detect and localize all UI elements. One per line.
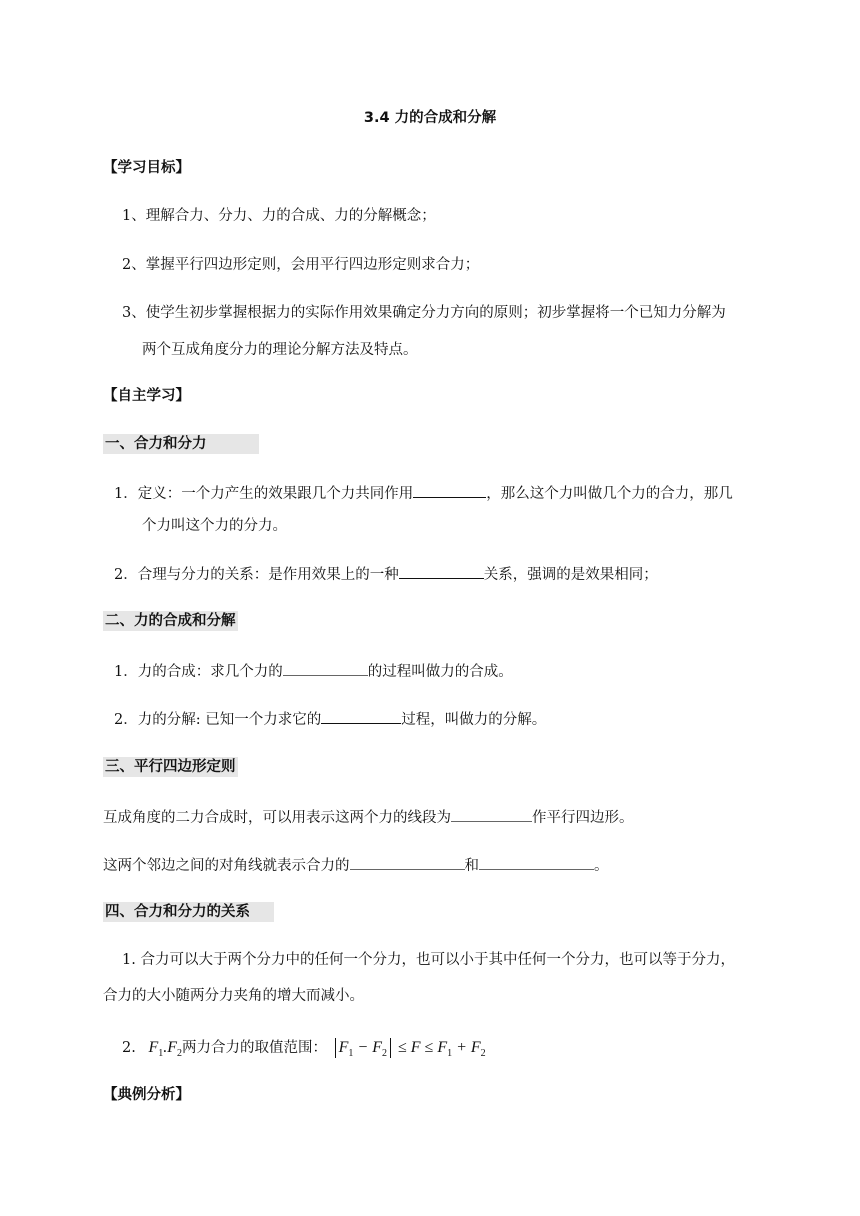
section-3-line-1 bbox=[103, 806, 634, 828]
section-3-line-2-text-c: 。 bbox=[594, 858, 609, 874]
self-study-heading: 【自主学习】 bbox=[103, 387, 190, 404]
examples-heading: 【典例分析】 bbox=[103, 1086, 190, 1103]
section-2-item-2-text-a: 2．力的分解: 已知一个力求它的 bbox=[114, 712, 322, 728]
section-4-item-2-number: 2. bbox=[122, 1040, 136, 1056]
section-4-item-1-continued: 合力的大小随两分力夹角的增大而减小。 bbox=[103, 988, 364, 1004]
objectives-heading: 【学习目标】 bbox=[103, 159, 190, 176]
section-1-item-1-text-a: 1．定义：一个力产生的效果跟几个力共同作用 bbox=[114, 486, 414, 502]
section-4-item-2-text: 两力合力的取值范围： bbox=[182, 1040, 328, 1056]
page-title: 3.4 力的合成和分解 bbox=[363, 110, 497, 126]
section-1-item-2-text-b: 关系，强调的是效果相同； bbox=[483, 567, 658, 583]
section-3-line-2-text-b: 和 bbox=[464, 858, 479, 874]
section-1-item-2 bbox=[114, 563, 658, 585]
fill-in-blank[interactable] bbox=[283, 660, 368, 676]
section-4-item-2 bbox=[122, 1036, 486, 1066]
fill-in-blank[interactable] bbox=[350, 854, 465, 870]
section-1-item-2-text-a: 2．合理与分力的关系：是作用效果上的一种 bbox=[114, 567, 399, 583]
section-2-item-1-text-a: 1．力的合成：求几个力的 bbox=[114, 664, 283, 680]
section-4-heading-text: 四、合力和分力的关系 bbox=[103, 902, 274, 922]
section-2-item-1-text-b: 的过程叫做力的合成。 bbox=[367, 664, 513, 680]
section-4-heading bbox=[103, 902, 274, 922]
objective-item-1: 1、理解合力、分力、力的合成、力的分解概念； bbox=[122, 208, 436, 224]
range-formula: $F_1 - F_2 \le F \le F_1 + F_2$ bbox=[332, 1039, 486, 1056]
section-3-heading-text: 三、平行四边形定则 bbox=[105, 758, 236, 775]
section-3-line-2-text-a: 这两个邻边之间的对角线就表示合力的 bbox=[103, 858, 350, 874]
section-2-heading-text: 二、力的合成和分解 bbox=[105, 612, 236, 629]
objective-item-3: 3、使学生初步掌握根据力的实际作用效果确定分力方向的原则；初步掌握将一个已知力分解为 bbox=[122, 305, 726, 321]
fill-in-blank[interactable] bbox=[399, 563, 484, 579]
section-3-line-1-text-b: 作平行四边形。 bbox=[532, 810, 634, 826]
section-2-item-1 bbox=[114, 660, 513, 682]
fill-in-blank[interactable] bbox=[413, 482, 486, 498]
section-2-item-2-text-b: 过程，叫做力的分解。 bbox=[401, 712, 547, 728]
formula-f1-f2: $F_1.F_2$ bbox=[148, 1039, 183, 1060]
section-1-heading bbox=[103, 434, 259, 454]
section-1-item-1-text-b: ，那么这个力叫做几个力的合力，那几 bbox=[486, 486, 733, 502]
section-2-item-2 bbox=[114, 708, 546, 730]
section-1-item-1 bbox=[114, 482, 733, 504]
section-4-item-1: 1. 合力可以大于两个分力中的任何一个分力，也可以小于其中任何一个分力，也可以等于分力， bbox=[122, 952, 735, 968]
section-2-heading bbox=[103, 611, 238, 631]
fill-in-blank[interactable] bbox=[451, 806, 532, 822]
section-1-heading-text: 一、合力和分力 bbox=[103, 434, 259, 454]
section-1-item-1-continued: 个力叫这个力的分力。 bbox=[142, 518, 287, 534]
fill-in-blank[interactable] bbox=[479, 854, 594, 870]
section-3-line-1-text-a: 互成角度的二力合成时，可以用表示这两个力的线段为 bbox=[103, 810, 451, 826]
section-3-heading bbox=[103, 757, 238, 777]
objective-item-3-continued: 两个互成角度分力的理论分解方法及特点。 bbox=[142, 342, 418, 358]
fill-in-blank[interactable] bbox=[321, 708, 401, 724]
objective-item-2: 2、掌握平行四边形定则，会用平行四边形定则求合力； bbox=[122, 257, 480, 273]
section-3-line-2 bbox=[103, 854, 609, 876]
